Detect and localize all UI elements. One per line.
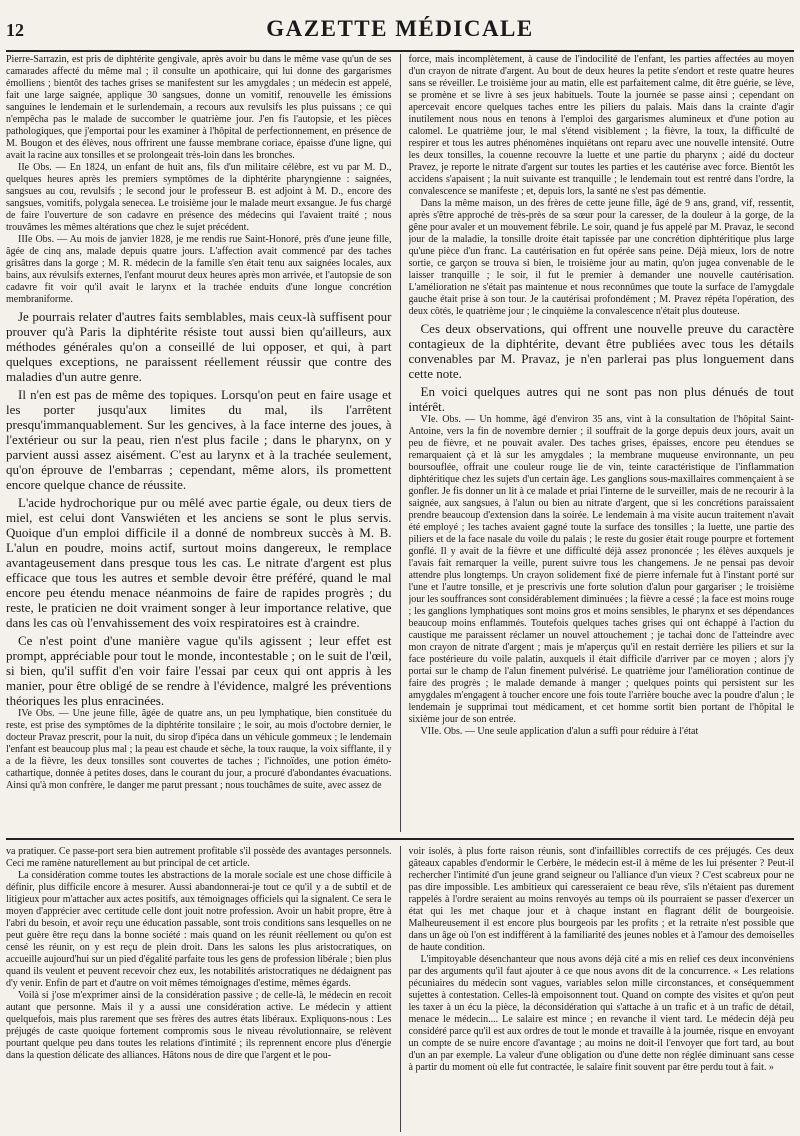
column-lower-left (6, 846, 392, 1132)
upper-section (6, 54, 794, 832)
paragraph: IIe Obs. — En 1824, un enfant de huit ans, fils d'un militaire célèbre, est vu par M. D., quelques heures après les premiers symptômes de la diphtérite pharyngienne : saignées, sangsues au cou, revulsifs ; le second jour le professeur B. est adjoint à M. D., encore des sangsues, vomitifs, polygala senecea. Le troisième jour le malade meurt exsangue. Je fus chargé de faire l'ouverture de son cadavre en présence des médecins qui l'avaient traité ; nous trouvâmes les mêmes altérations que chez le sujet précédent. (6, 162, 392, 233)
column-upper-right (409, 54, 795, 832)
paragraph: IVe Obs. — Une jeune fille, âgée de quatre ans, un peu lymphatique, bien constituée du reste, est prise des symptômes de la diphtérite tonsilaire ; le soir, au mois d'octobre dernier, le docteur Pravaz prescrit, pour la nuit, du sirop d'ipéca dans un véhicule gommeux ; le lendemain l'enfant est beaucoup plus mal ; la peau est chaude et sèche, la toux rauque, la voix sifflante, il y a de la fièvre, les deux tonsilles sont couvertes de taches ; l'ichnoïdes, une potion éméto-cathartique, donnée à petites doses, dans le courant du jour, a procuré d'abondantes évacuations. Ainsi qu'à mon confrère, le danger me parut pressant ; nous touchâmes de suite, avec assez de (6, 708, 392, 791)
paragraph: Dans la même maison, un des frères de cette jeune fille, âgé de 9 ans, grand, vif, ressentit, après s'être approché de très-près de sa sœur pour la caresser, de la douleur à la gorge, de la gêne pour avaler et un mouvement fébrile. Le soir, quand je fus appelé par M. Pravaz, le second jour de la maladie, la tonsille droite était tapissée par une concrétion diphtéritique plus large qu'une pièce d'un franc. La cautérisation en fut opérée sans peine. Déjà mieux, lors de notre sortie, ce garçon se trouva si bien, le troisième jour au matin, qu'on jugea convenable de le laisser tranquille ; le soir, il fut le premier à demander une nouvelle cautérisation. L'amélioration ne s'était pas maintenue et nous reconnûmes que toute la surface de l'amygdale gauche était prise à son tour. Je la cautérisai profondément ; M. Pravez répéta l'opération, des deux côtés, le quatrième jour ; le cinquième la convalescence n'était plus douteuse. (408, 198, 794, 317)
masthead (6, 14, 794, 44)
paragraph: voir isolés, à plus forte raison réunis, sont d'infaillibles correctifs de ces préjugés. Ces deux gâteaux capables d'endormir le Cerbère, le médecin est-il à même de les lui présenter ? Peut-il rechercher l'intimité d'un jeune grand seigneur ou l'alliance d'un vieux ? C'est scabreux pour ne pas dire impossible. Les ambitieux qui caresseraient ce beau rêve, s'ils n'étaient pas durement rappelés à l'ordre seraient au moins renvoyés au temps où ils pourraient se passer d'exercer un état qui les met chaque jour et à chaque instant en flagrant délit de bourgeoisie. Malheureusement il est encore plus bourgeois par les profits ; et la retraite n'est possible que dans un âge où l'on est indifférent à la familiarité des jeunes nobles et à l'amour des demoiselles de haute condition. (408, 846, 794, 953)
paragraph: Je pourrais relater d'autres faits semblables, mais ceux-là suffisent pour prouver qu'à Paris la diphtérite résiste tout aussi bien qu'ailleurs, aux méthodes générales qu'on a conseillé de lui opposer, et qui, à part quelques exceptions, ne paraissent réellement réussir que contre des maladies d'un autre genre. (6, 309, 392, 384)
paragraph: La considération comme toutes les abstractions de la morale sociale est une chose difficile à définir, plus difficile encore à mesurer. Aussi abandonnerai-je tout ce qu'il y a de subtil et de litigieux pour m'attacher aux actes positifs, aux témoignages officiels qui la signalent. Ce sera le moyen d'apprécier avec certitude celle dont jouit notre profession. Avoir un habit propre, être à l'abri du besoin, et avoir reçu une éducation passable, sont trois conditions sans lesquelles on ne peut guère être reçu dans la bonne société : mais quand on les réunit réellement ou qu'on est censé les réunir, on y est reçu de plein droit. Dans les salons les plus aristocratiques, on accueille aujourd'hui sur un pied d'égalité parfaite tous les gens de profession libérale ; bien plus quand ils veulent et peuvent recevoir chez eux, les notabilités aristocratiques ne dédaignent pas d'y venir. Enfin de part et d'autre on voit mêmes témoignages d'estime, mêmes égards. (6, 870, 392, 989)
column-divider (400, 846, 401, 1132)
paragraph: Ce n'est point d'une manière vague qu'ils agissent ; leur effet est prompt, appréciable pour tout le monde, incontestable ; on le suit de l'œil, si bien, qu'il suffit d'en voir faire l'essai par ceux qui ont appris à les manier, pour être obligé de se rendre à l'évidence, malgré les préventions théoriques les plus enracinées. (6, 633, 392, 708)
paragraph: En voici quelques autres qui ne sont pas non plus dénués de tout intérêt. (408, 384, 794, 414)
column-divider (400, 54, 401, 832)
paragraph: L'acide hydrochorique pur ou mêlé avec partie égale, ou deux tiers de miel, est celui dont Vanswiéten et les anciens se sont le plus servis. Quoique d'un emploi difficile il a donné de nombreux succès à M. B. L'alun en poudre, moins actif, surtout moins dangereux, le remplace avantageusement dans presque tous les cas. Le nitrate d'argent est plus efficace que tous les autres et semble devoir être préféré, quand le mal encore peu étendu menace néanmoins de faire de rapides progrès ; du reste, le praticien ne doit vraiment songer à leur importance relative, que dans les cas où l'envahissement des voix respiratoires est à craindre. (6, 495, 392, 630)
page-number: 12 (6, 20, 24, 40)
column-lower-right (409, 846, 795, 1132)
paragraph: Pierre-Sarrazin, est pris de diphtérite gengivale, après avoir bu dans le même vase qu'un de ses camarades affecté du même mal ; il consulte un apothicaire, qui lui donne des gargarismes émolliens ; bientôt des taches grises se manifestent sur les amygdales ; un médecin est appelé, fait une large saignée, applique 30 sangsues, donne un vomitif, renouvelle les émissions sanguines le lendemain et le surlendemain, a recours aux revulsifs les plus puissans ; ce qui n'empêcha pas le malade de succomber le quatrième jour. J'en fis l'autopsie, et les pièces pathologiques, que j'emportai pour les examiner à l'hôpital de perfectionnement, en présence de M. Bougon et des élèves, nous offrirent une fausse membrane coriace, épaisse d'une ligne, qui avait la racine aux tonsilles et se prolongeait très-loin dans les bronches. (6, 54, 392, 161)
paragraph: IIIe Obs. — Au mois de janvier 1828, je me rendis rue Saint-Honoré, près d'une jeune fille, âgée de cinq ans, malade depuis quatre jours. L'affection avait commencé par des taches grisâtres dans la gorge ; M. R. médecin de la famille s'en était tenu aux saignées locales, aux bains, aux révulsifs externes, l'enfant mourut deux heures après mon arrivée, et l'autopsie de son cadavre fit voir qu'il avait le larynx et la trachée enduits d'une longue concrétion membraniforme. (6, 234, 392, 305)
paragraph: force, mais incomplètement, à cause de l'indocilité de l'enfant, les parties affectées au moyen d'un crayon de nitrate d'argent. Au bout de deux heures la petite s'endort et reste quatre heures sans se réveiller. Le troisième jour au matin, elle est parfaitement calme, dit être guérie, se lève, se promène et se livre à ses jeux habituels. Toute la journée se passe ainsi ; cependant on apercevait encore quelques taches entre les piliers du palais. Mais dans la crainte d'agir inutilement nous nous en tenons à l'emploi des gargarismes alumineux et d'une potion au calomel. Le quatrième jour, le mal s'étend visiblement ; la fièvre, la toux, la difficulté de respirer et tous les autres phénomènes inquiétans ont reparu avec une nouvelle intensité. Outre les deux tonsilles, la couenne recouvre la luette et une partie du pharynx ; aidé du docteur Pravez, je reporte le nitrate d'argent sur toutes les parties et les cautérise avec force. Bientôt les accidens s'apaisent ; la nuit suivante est tranquille ; le lendemain tout est rentré dans l'ordre, la convalescence se manifeste ; et, depuis lors, la santé ne s'est pas démentie. (408, 54, 794, 197)
paragraph: L'impitoyable désenchanteur que nous avons déjà cité a mis en relief ces deux inconvéniens par des arguments qu'il faut ajouter à ce que nous avons dit de la concurrence. « Les relations pécuniaires du médecin sont vagues, variables selon mille circonstances, et conséquemment sujettes à contestation. Celles-là empoisonnent tout. Quand on compte des visites et qu'on peut les taxer à un écu la pièce, la déconsidération qui s'attache à un trafic et à un trafic de détail, menace le médecin.... Le salaire est mince ; en revanche il vient tard. Le médecin déjà peu considéré parce qu'il est aux ordres de tout le monde et travaille à la journée, risque en envoyant un compte de se nuire encore d'avantage ; au moins ne doit-il l'envoyer que fort tard, au bout d'un an par exemple. La valeur d'une obligation ou d'une dette non réglée diminuant sans cesse à partir du moment où elle fut contractée, le salaire finit souvent par être perdu tout à fait. » (408, 954, 794, 1073)
lower-section (6, 846, 794, 1132)
column-upper-left (6, 54, 392, 832)
page-title: GAZETTE MÉDICALE (266, 16, 534, 41)
paragraph: Il n'en est pas de même des topiques. Lorsqu'on peut en faire usage et les porter jusqu'aux limites du mal, ils l'arrêtent presqu'immanquablement. Sur les gencives, à la face interne des joues, à l'extérieur ou sur la peau, rien n'est plus facile ; dans le pharynx, on y parvient aussi assez aisément. C'est au larynx et à la trachée seulement, qu'on éprouve de l'embarras ; cependant, même alors, ils promettent encore quelque chance de réussite. (6, 387, 392, 492)
paragraph: VIe. Obs. — Un homme, âgé d'environ 35 ans, vint à la consultation de l'hôpital Saint-Antoine, vers la fin de novembre dernier ; il souffrait de la gorge depuis deux jours, avait un peu de fièvre, et ne pouvait avaler. Des taches grises, épaisses, encore peu étendues se remarquaient çà et là sur les amygdales ; la membrane muqueuse environnante, un peu boursouflée, offrait une couleur rouge lie de vin, teinte caractéristique de l'inflammation diphtéritique chez les sujets d'un certain âge. Les ganglions sous-maxillaires commençaient à se gonfler. Je fis donner un lit à ce malade et priai l'interne de le surveiller, mais de ne recourir à la saignée, aux sangsues, à l'alun ou bien au nitrate d'argent, que si les concrétions paraissaient prendre beaucoup d'extension dans la soirée. Le lendemain à ma visite aucun traitement n'avait été employé ; les taches avaient gagné toute la surface des tonsilles ; la luette, une partie des piliers et de la face nasale du voile du palais ; le reste du gosier était rouge pourpre et fortement gonflé. Il y avait de la fièvre et une difficulté déjà assez prononcée ; les élèves auxquels je l'avais fait remarquer la veille, purent suivre tous les changemens. Je ne pensai pas devoir attendre plus longtemps. Un crayon solidement fixé de pierre infernale fut à l'instant porté sur l'une et l'autre tonsille, et je prescrivis une forte solution d'alun pour gargariser ; le troisième jour les souffrances sont considérablement diminuées ; la fièvre a cessé ; la face est moins rouge ; les ganglions lymphatiques sont moins gros et moins sensibles, le pharynx et ses dépendances beaucoup moins enflammés. Toutefois quelques taches grises qui ont échappé à l'action du caustique me paraissent réclamer un nouvel attouchement ; je tachai donc de l'atteindre avec mon crayon de nitrate d'argent ; mais je m'aperçus qu'il en restait derrière les piliers et sur la face postérieure du voile palatin, auxquels il était difficile d'arriver par ce moyen ; alors j'y portai sur le champ de l'alun finement pulvérisé. Le quatrième jour l'amélioration continue de faire des progrès ; le malade demande à manger ; quelques points qui persistent sur les amygdales m'engagent à toucher encore une fois toute l'arrière bouche avec la poudre d'alun ; le lendemain je supprimai tout médicament, et cet homme sortit bien portant de l'hôpital le sixième jour de son entrée. (408, 414, 794, 725)
paragraph: VIIe. Obs. — Une seule application d'alun a suffi pour réduire à l'état (420, 726, 699, 737)
section-rule (6, 838, 794, 840)
paragraph: Ces deux observations, qui offrent une nouvelle preuve du caractère contagieux de la diphtérite, devant être publiées avec tous les détails convenables par M. Pravaz, je n'en parlerai pas plus longuement dans cette note. (408, 321, 794, 381)
paragraph: va pratiquer. Ce passe-port sera bien autrement profitable s'il possède des avantages personnels. Ceci me ramène naturellement au but principal de cet article. (6, 846, 392, 869)
paragraph: Voilà si j'ose m'exprimer ainsi de la considération passive ; de celle-là, le médecin en recoit autant que personne. Mais il y a aussi une considération active. Le médecin y attient quelquefois, mais plus rarement que ses frères des autres états libéraux. Expliquons-nous : Les préjugés de caste quoique fortement compromis sous le niveau révolutionnaire, se relèvent pourtant quelque peu dans toutes les relations d'intimité ; ils reprennent encore plus d'énergie dans la question délicate des alliances. Hâtons nous de dire que l'argent et le pou- (6, 990, 392, 1061)
masthead-rule (6, 50, 794, 52)
